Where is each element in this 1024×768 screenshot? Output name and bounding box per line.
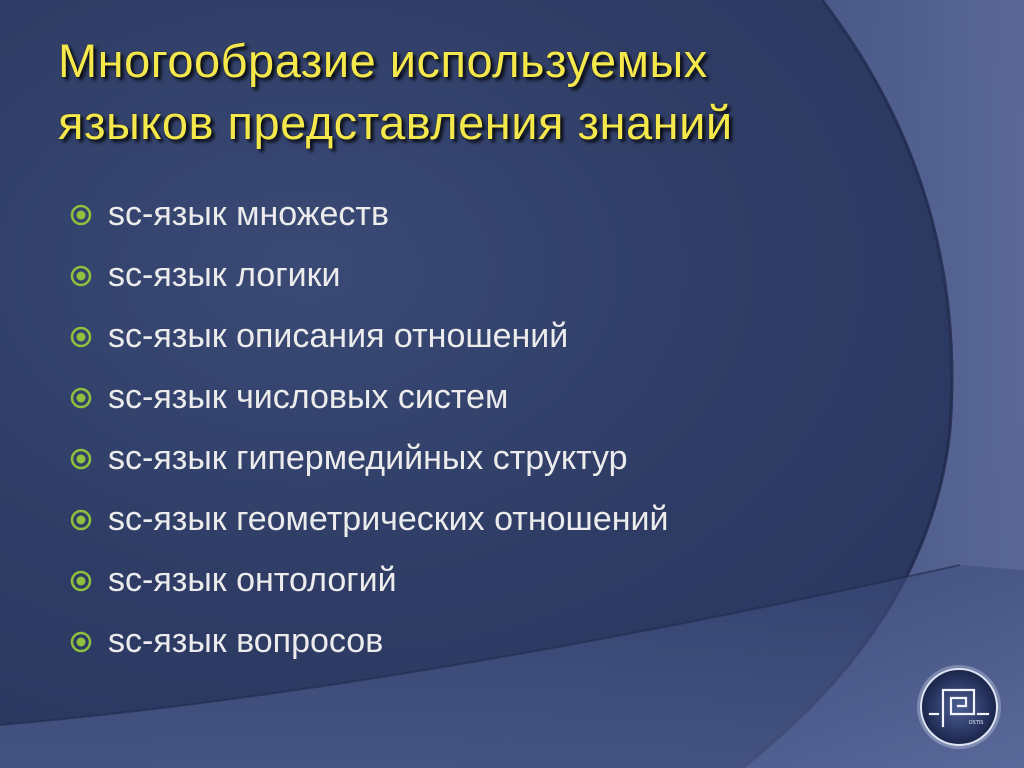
list-item-text: sc-язык описания отношений — [108, 317, 569, 355]
circle-bullet-icon — [70, 387, 92, 409]
circle-bullet-icon — [70, 204, 92, 226]
bullet-list — [70, 184, 950, 672]
circle-bullet-icon — [70, 509, 92, 531]
list-item — [70, 489, 950, 550]
ostis-logo-icon — [916, 664, 1002, 750]
list-item-text: sc-язык логики — [108, 256, 341, 294]
list-item — [70, 428, 950, 489]
list-item — [70, 611, 950, 672]
circle-bullet-icon — [70, 448, 92, 470]
list-item-text: sc-язык гипермедийных структур — [108, 439, 628, 477]
slide-title — [58, 30, 958, 154]
list-item-text: sc-язык числовых систем — [108, 378, 509, 416]
title-line-2: языков представления знаний — [58, 96, 733, 149]
circle-bullet-icon — [70, 265, 92, 287]
list-item-text: sc-язык вопросов — [108, 622, 384, 660]
list-item — [70, 184, 950, 245]
svg-text:OSTIS: OSTIS — [968, 720, 984, 726]
circle-bullet-icon — [70, 326, 92, 348]
list-item — [70, 550, 950, 611]
list-item-text: sc-язык множеств — [108, 195, 390, 233]
list-item — [70, 306, 950, 367]
circle-bullet-icon — [70, 631, 92, 653]
list-item — [70, 367, 950, 428]
title-line-1: Многообразие используемых — [58, 34, 708, 87]
list-item-text: sc-язык онтологий — [108, 561, 397, 599]
circle-bullet-icon — [70, 570, 92, 592]
list-item-text: sc-язык геометрических отношений — [108, 500, 669, 538]
list-item — [70, 245, 950, 306]
